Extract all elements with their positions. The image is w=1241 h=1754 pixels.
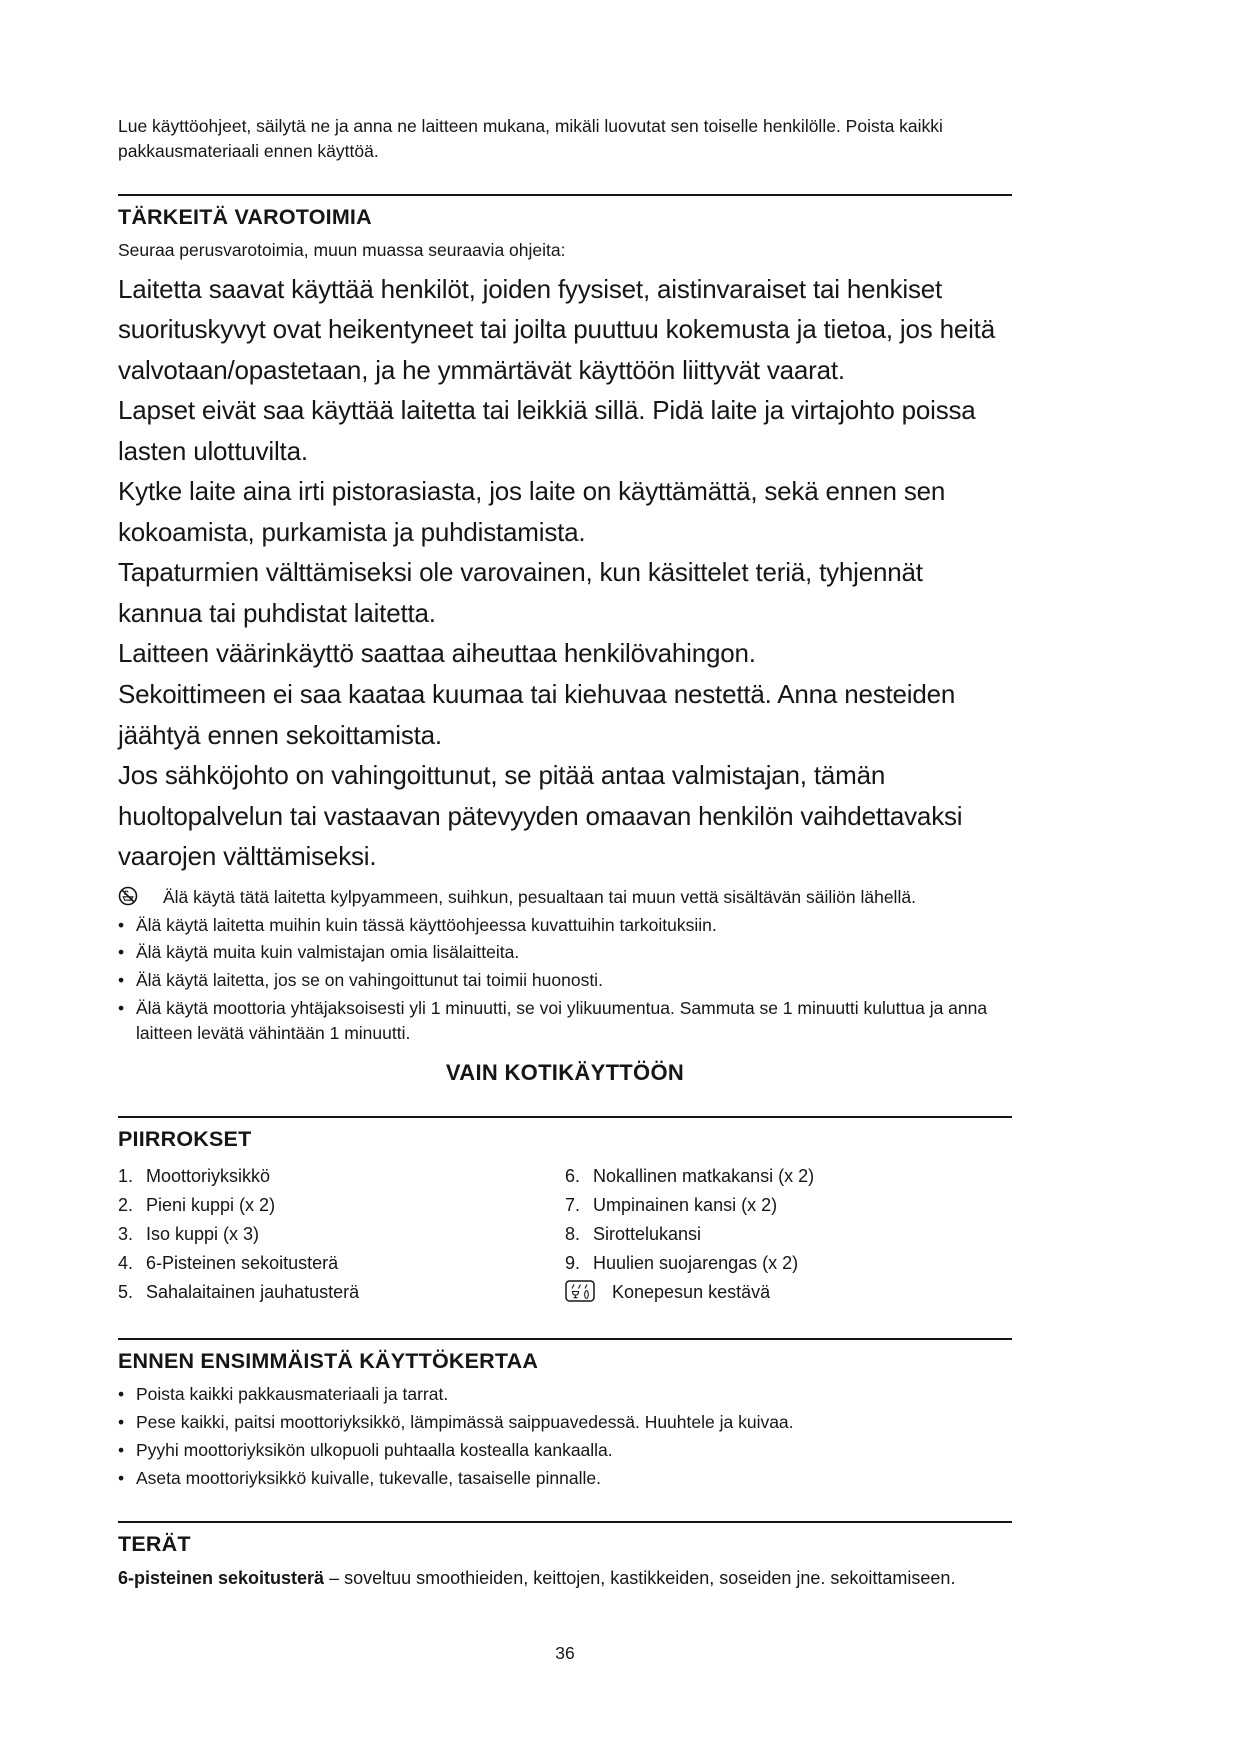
diagram-item <box>565 1163 1012 1189</box>
section-title-precautions: TÄRKEITÄ VAROTOIMIA <box>118 194 1012 230</box>
bullet-marker: • <box>118 1467 125 1488</box>
item-label: Nokallinen matkakansi (x 2) <box>593 1165 815 1186</box>
diagram-item <box>118 1192 565 1218</box>
list-item <box>118 1382 1012 1407</box>
list-item <box>118 996 1012 1046</box>
bullet-text: Älä käytä tätä laitetta kylpyammeen, suihkun, pesualtaan tai muun vettä sisältävän säiliön lähellä. <box>163 886 916 907</box>
list-item <box>118 1438 1012 1463</box>
item-number: 9. <box>565 1253 581 1274</box>
list-item <box>118 1466 1012 1491</box>
precaution-paragraph: Laitetta saavat käyttää henkilöt, joiden fyysiset, aistinvaraiset tai henkiset suorituskyvyt ovat heikentyneet tai joilta puuttuu kokemusta ja tietoa, jos heitä valvotaan/opastetaan, ja he ymmärtävät käyttöön liittyvät vaarat. <box>118 273 995 385</box>
diagram-item <box>565 1192 1012 1218</box>
household-only-note: VAIN KOTIKÄYTTÖÖN <box>445 1059 685 1085</box>
bullet-text: Älä käytä laitetta muihin kuin tässä käyttöohjeessa kuvattuihin tarkoituksiin. <box>136 914 717 935</box>
list-item <box>118 1410 1012 1435</box>
item-label: Iso kuppi (x 3) <box>146 1223 260 1244</box>
item-label: Huulien suojarengas (x 2) <box>593 1253 799 1274</box>
blades-rest: – soveltuu smoothieiden, keittojen, kastikkeiden, soseiden jne. sekoittamiseen. <box>324 1567 956 1588</box>
diagram-item <box>118 1163 565 1189</box>
section-title-blades: TERÄT <box>118 1521 1012 1557</box>
bullet-text: Älä käytä moottoria yhtäjaksoisesti yli 1 minuutti, se voi ylikuumentua. Sammuta se 1 minuutti kuluttua ja anna laitteen levätä vähintään 1 minuutti. <box>136 998 988 1043</box>
item-number: 2. <box>118 1194 134 1215</box>
bullet-marker: • <box>118 1384 125 1405</box>
before-first-use-list <box>118 1382 1012 1490</box>
bullet-marker: • <box>118 998 125 1019</box>
diagrams-list <box>118 1160 1012 1308</box>
list-item <box>118 913 1012 938</box>
bullet-marker: • <box>118 1412 125 1433</box>
diagram-item <box>565 1221 1012 1247</box>
dishwasher-safe-icon <box>565 1279 597 1305</box>
list-item <box>118 940 1012 965</box>
precaution-paragraph: Jos sähköjohto on vahingoittunut, se pitää antaa valmistajan, tämän huoltopalvelun tai vastaavan pätevyyden omaavan henkilön vaihdettavaksi vaarojen välttämiseksi. <box>118 760 963 872</box>
section-title-diagrams: PIIRROKSET <box>118 1116 1012 1152</box>
diagrams-left-column <box>118 1160 565 1308</box>
precaution-paragraph: Tapaturmien välttämiseksi ole varovainen, kun käsittelet teriä, tyhjennät kannua tai puhdistat laitetta. <box>118 557 923 628</box>
bullet-text: Pese kaikki, paitsi moottoriyksikkö, lämpimässä saippuavedessä. Huuhtele ja kuivaa. <box>136 1412 794 1433</box>
diagram-item <box>118 1279 565 1305</box>
item-number: 6. <box>565 1165 581 1186</box>
bullet-text: Älä käytä laitetta, jos se on vahingoittunut tai toimii huonosti. <box>136 970 603 991</box>
bullet-text: Aseta moottoriyksikkö kuivalle, tukevalle, tasaiselle pinnalle. <box>136 1467 601 1488</box>
list-item <box>118 968 1012 993</box>
precaution-paragraph: Laitteen väärinkäyttö saattaa aiheuttaa henkilövahingon. <box>118 638 756 669</box>
diagram-item <box>565 1250 1012 1276</box>
item-number: 8. <box>565 1223 581 1244</box>
section-title-before-first-use: ENNEN ENSIMMÄISTÄ KÄYTTÖKERTAA <box>118 1338 1012 1374</box>
intro-paragraph: Lue käyttöohjeet, säilytä ne ja anna ne laitteen mukana, mikäli luovutat sen toiselle henkilölle. Poista kaikki pakkausmateriaali ennen käyttöä. <box>118 116 943 161</box>
blades-description <box>118 1565 1012 1591</box>
item-number: 7. <box>565 1194 581 1215</box>
item-number: 3. <box>118 1223 134 1244</box>
item-label: Konepesun kestävä <box>612 1282 771 1303</box>
precaution-paragraph: Lapset eivät saa käyttää laitetta tai leikkiä sillä. Pidä laite ja virtajohto poissa lasten ulottuvilta. <box>118 395 976 466</box>
item-label: 6-Pisteinen sekoitusterä <box>146 1253 339 1274</box>
diagram-item <box>118 1221 565 1247</box>
precautions-subtitle: Seuraa perusvarotoimia, muun muassa seuraavia ohjeita: <box>118 239 566 260</box>
precautions-bullet-list <box>118 885 1012 1046</box>
dishwasher-safe-row <box>565 1279 1012 1305</box>
diagrams-right-column <box>565 1160 1012 1308</box>
item-number: 5. <box>118 1282 134 1303</box>
bullet-text: Poista kaikki pakkausmateriaali ja tarrat. <box>136 1384 449 1405</box>
list-item <box>118 885 1012 910</box>
item-label: Moottoriyksikkö <box>146 1165 271 1186</box>
item-label: Pieni kuppi (x 2) <box>146 1194 276 1215</box>
item-label: Sahalaitainen jauhatusterä <box>146 1282 360 1303</box>
item-label: Umpinainen kansi (x 2) <box>593 1194 778 1215</box>
bullet-text: Pyyhi moottoriyksikön ulkopuoli puhtaalla kostealla kankaalla. <box>136 1439 613 1460</box>
precaution-paragraph: Sekoittimeen ei saa kaataa kuumaa tai kiehuvaa nestettä. Anna nesteiden jäähtyä ennen sekoittamista. <box>118 679 956 750</box>
item-number: 4. <box>118 1253 134 1274</box>
precautions-large-text <box>118 269 1012 877</box>
diagram-item <box>118 1250 565 1276</box>
bullet-marker: • <box>118 914 125 935</box>
bullet-marker: • <box>118 970 125 991</box>
no-immersion-icon <box>118 885 138 906</box>
blades-lead: 6-pisteinen sekoitusterä <box>118 1567 325 1588</box>
bullet-text: Älä käytä muita kuin valmistajan omia lisälaitteita. <box>136 942 520 963</box>
item-label: Sirottelukansi <box>593 1223 702 1244</box>
bullet-marker: • <box>118 1439 125 1460</box>
item-number: 1. <box>118 1165 134 1186</box>
page-number: 36 <box>555 1642 575 1663</box>
bullet-marker: • <box>118 942 125 963</box>
precaution-paragraph: Kytke laite aina irti pistorasiasta, jos laite on käyttämättä, sekä ennen sen kokoamista, purkamista ja puhdistamista. <box>118 476 946 547</box>
